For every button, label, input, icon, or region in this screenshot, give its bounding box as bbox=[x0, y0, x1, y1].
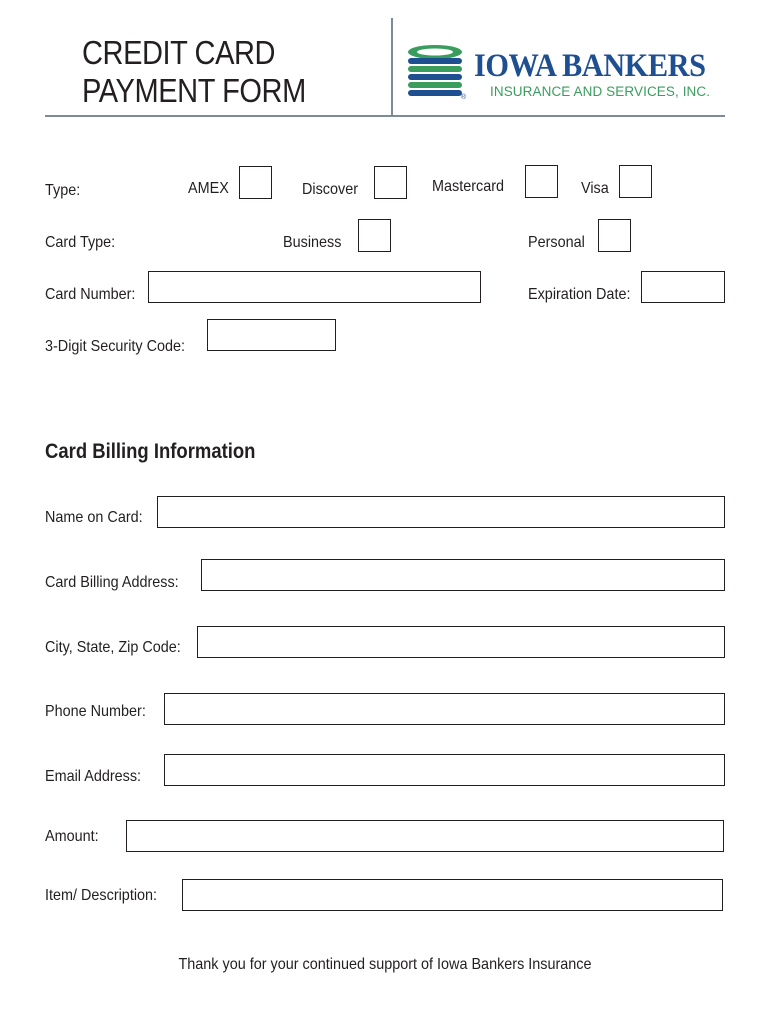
footer-thank-you: Thank you for your continued support of Iowa Bankers Insurance bbox=[178, 956, 592, 973]
header-divider-horizontal bbox=[45, 115, 725, 117]
expiration-date-input[interactable] bbox=[641, 271, 725, 303]
amex-checkbox[interactable] bbox=[239, 166, 272, 199]
name-on-card-input[interactable] bbox=[157, 496, 725, 528]
city-state-zip-input[interactable] bbox=[197, 626, 725, 658]
billing-address-input[interactable] bbox=[201, 559, 725, 591]
type-label: Type: bbox=[45, 182, 81, 199]
visa-checkbox[interactable] bbox=[619, 165, 652, 198]
billing-address-label: Card Billing Address: bbox=[45, 574, 179, 591]
amount-input[interactable] bbox=[126, 820, 724, 852]
amex-label: AMEX bbox=[188, 180, 229, 197]
phone-number-input[interactable] bbox=[164, 693, 725, 725]
registered-mark: ® bbox=[461, 94, 467, 100]
personal-checkbox[interactable] bbox=[598, 219, 631, 252]
email-address-input[interactable] bbox=[164, 754, 725, 786]
discover-checkbox[interactable] bbox=[374, 166, 407, 199]
brand-name: IOWA BANKERS bbox=[474, 48, 706, 84]
security-code-label: 3-Digit Security Code: bbox=[45, 338, 186, 355]
business-label: Business bbox=[283, 234, 342, 251]
business-checkbox[interactable] bbox=[358, 219, 391, 252]
phone-number-label: Phone Number: bbox=[45, 703, 146, 720]
visa-label: Visa bbox=[581, 180, 609, 197]
coin-stack-logo-icon bbox=[406, 44, 470, 100]
security-code-input[interactable] bbox=[207, 319, 336, 351]
expiration-date-label: Expiration Date: bbox=[528, 286, 631, 303]
brand-subtitle: INSURANCE AND SERVICES, INC. bbox=[490, 84, 711, 99]
mastercard-checkbox[interactable] bbox=[525, 165, 558, 198]
name-on-card-label: Name on Card: bbox=[45, 509, 143, 526]
personal-label: Personal bbox=[528, 234, 585, 251]
card-number-input[interactable] bbox=[148, 271, 481, 303]
item-description-input[interactable] bbox=[182, 879, 723, 911]
form-title-line2: PAYMENT FORM bbox=[82, 72, 306, 109]
item-description-label: Item/ Description: bbox=[45, 887, 158, 904]
form-title bbox=[82, 34, 306, 110]
email-address-label: Email Address: bbox=[45, 768, 142, 785]
discover-label: Discover bbox=[302, 181, 359, 198]
mastercard-label: Mastercard bbox=[432, 178, 505, 195]
header-divider-vertical bbox=[391, 18, 393, 116]
amount-label: Amount: bbox=[45, 828, 99, 845]
city-state-zip-label: City, State, Zip Code: bbox=[45, 639, 181, 656]
billing-heading: Card Billing Information bbox=[45, 440, 256, 463]
card-type-label: Card Type: bbox=[45, 234, 116, 251]
form-title-line1: CREDIT CARD bbox=[82, 34, 276, 71]
card-number-label: Card Number: bbox=[45, 286, 136, 303]
